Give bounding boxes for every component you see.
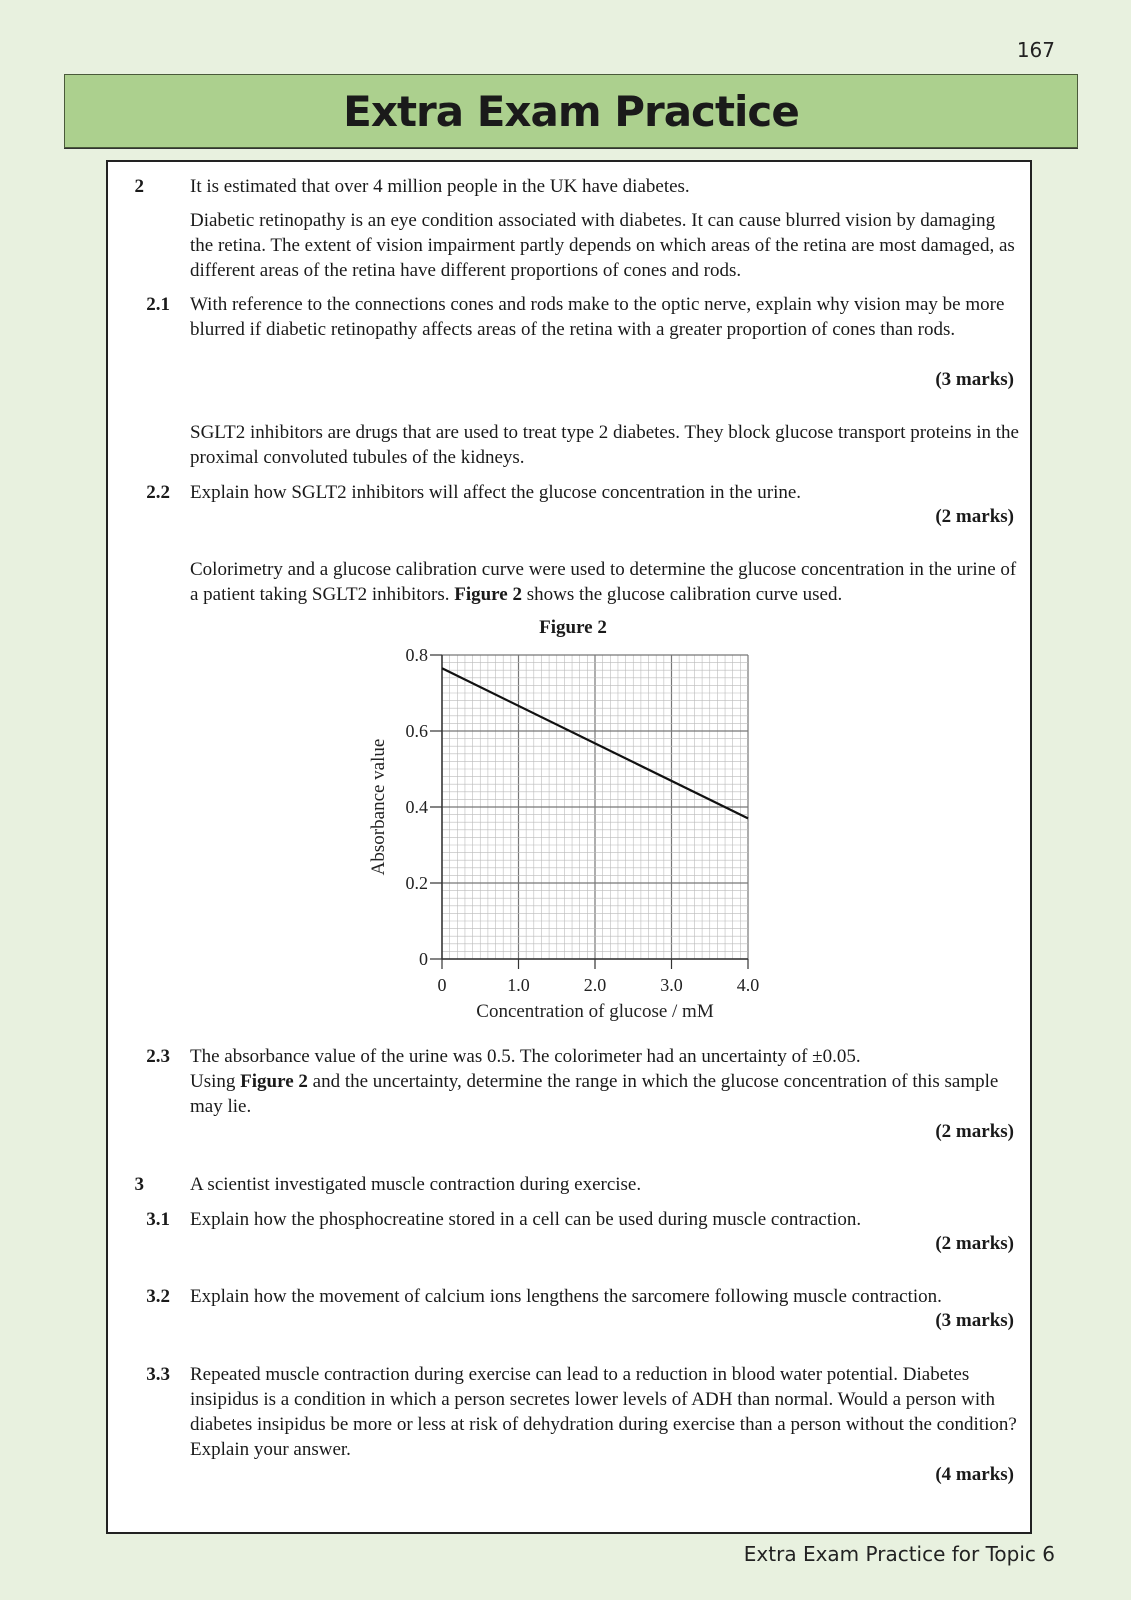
- question-text: A scientist investigated muscle contraction during exercise.: [190, 1174, 642, 1195]
- svg-text:3.0: 3.0: [660, 975, 683, 995]
- figure-2: [358, 617, 788, 1037]
- page-footer: Extra Exam Practice for Topic 6: [743, 1542, 1055, 1566]
- question-text: Explain how SGLT2 inhibitors will affect the glucose concentration in the urine.: [190, 482, 802, 503]
- context-text: Diabetic retinopathy is an eye condition associated with diabetes. It can cause blurred vision by damaging the retina. The extent of vision impairment partly depends on which areas of the retina are most damaged, as different areas of the retina have different proportions of cones and rods.: [190, 210, 1015, 281]
- page-number: 167: [1016, 38, 1055, 62]
- figure-ref: Figure 2: [240, 1071, 308, 1092]
- question-text: The absorbance value of the urine was 0.5. The colorimeter had an uncertainty of ±0.05. Using Figure 2 and the uncertainty, determine the range in which the glucose concentration of this sample may lie.: [190, 1046, 999, 1117]
- figure-ref: Figure 2: [454, 584, 522, 605]
- question-number: 3.1: [146, 1209, 170, 1230]
- svg-text:0: 0: [419, 949, 428, 969]
- svg-text:0.2: 0.2: [405, 873, 428, 893]
- svg-text:0: 0: [437, 975, 447, 995]
- marks: (3 marks): [935, 1310, 1014, 1331]
- banner-title: Extra Exam Practice: [343, 86, 799, 136]
- question-number: 2.2: [146, 482, 170, 503]
- question-number: 2.3: [146, 1046, 170, 1067]
- question-text: Explain how the phosphocreatine stored in a cell can be used during muscle contraction.: [190, 1209, 862, 1230]
- context-text: Colorimetry and a glucose calibration curve were used to determine the glucose concentration in the urine of a patient taking SGLT2 inhibitors. Figure 2 shows the glucose calibration curve used.: [190, 559, 1017, 605]
- svg-text:Absorbance value: Absorbance value: [368, 738, 389, 876]
- svg-text:0.6: 0.6: [405, 721, 428, 741]
- question-number: 3.2: [146, 1286, 170, 1307]
- svg-text:1.0: 1.0: [507, 975, 530, 995]
- marks: (2 marks): [935, 506, 1014, 527]
- section-banner: [64, 74, 1078, 148]
- calibration-chart: [358, 637, 788, 1047]
- svg-text:0.8: 0.8: [405, 645, 428, 665]
- marks: (2 marks): [935, 1233, 1014, 1254]
- marks: (3 marks): [935, 369, 1014, 390]
- context-text: SGLT2 inhibitors are drugs that are used to treat type 2 diabetes. They block glucose transport proteins in the proximal convoluted tubules of the kidneys.: [190, 422, 1019, 468]
- question-text: It is estimated that over 4 million people in the UK have diabetes.: [190, 176, 690, 197]
- question-box: [106, 160, 1032, 1534]
- question-text: With reference to the connections cones and rods make to the optic nerve, explain why vision may be more blurred if diabetic retinopathy affects areas of the retina with a greater proportion of cones than rods.: [190, 294, 1005, 340]
- svg-text:Concentration of glucose / mM: Concentration of glucose / mM: [476, 1001, 714, 1022]
- question-text: Explain how the movement of calcium ions lengthens the sarcomere following muscle contraction.: [190, 1286, 942, 1307]
- svg-text:4.0: 4.0: [736, 975, 760, 995]
- question-number: 2.1: [146, 294, 170, 315]
- question-text: Repeated muscle contraction during exercise can lead to a reduction in blood water potential. Diabetes insipidus is a condition in which a person secretes lower levels of ADH than normal. Would a person with diabetes insipidus be more or less at risk of dehydration during exercise than a person without the condition? Explain your answer.: [190, 1364, 1017, 1460]
- svg-text:0.4: 0.4: [405, 797, 428, 817]
- question-number: 3.3: [146, 1364, 170, 1385]
- question-number: 2: [134, 176, 144, 197]
- marks: (4 marks): [935, 1464, 1014, 1485]
- svg-text:2.0: 2.0: [583, 975, 607, 995]
- figure-title: Figure 2: [539, 617, 607, 638]
- marks: (2 marks): [935, 1121, 1014, 1142]
- question-number: 3: [134, 1174, 144, 1195]
